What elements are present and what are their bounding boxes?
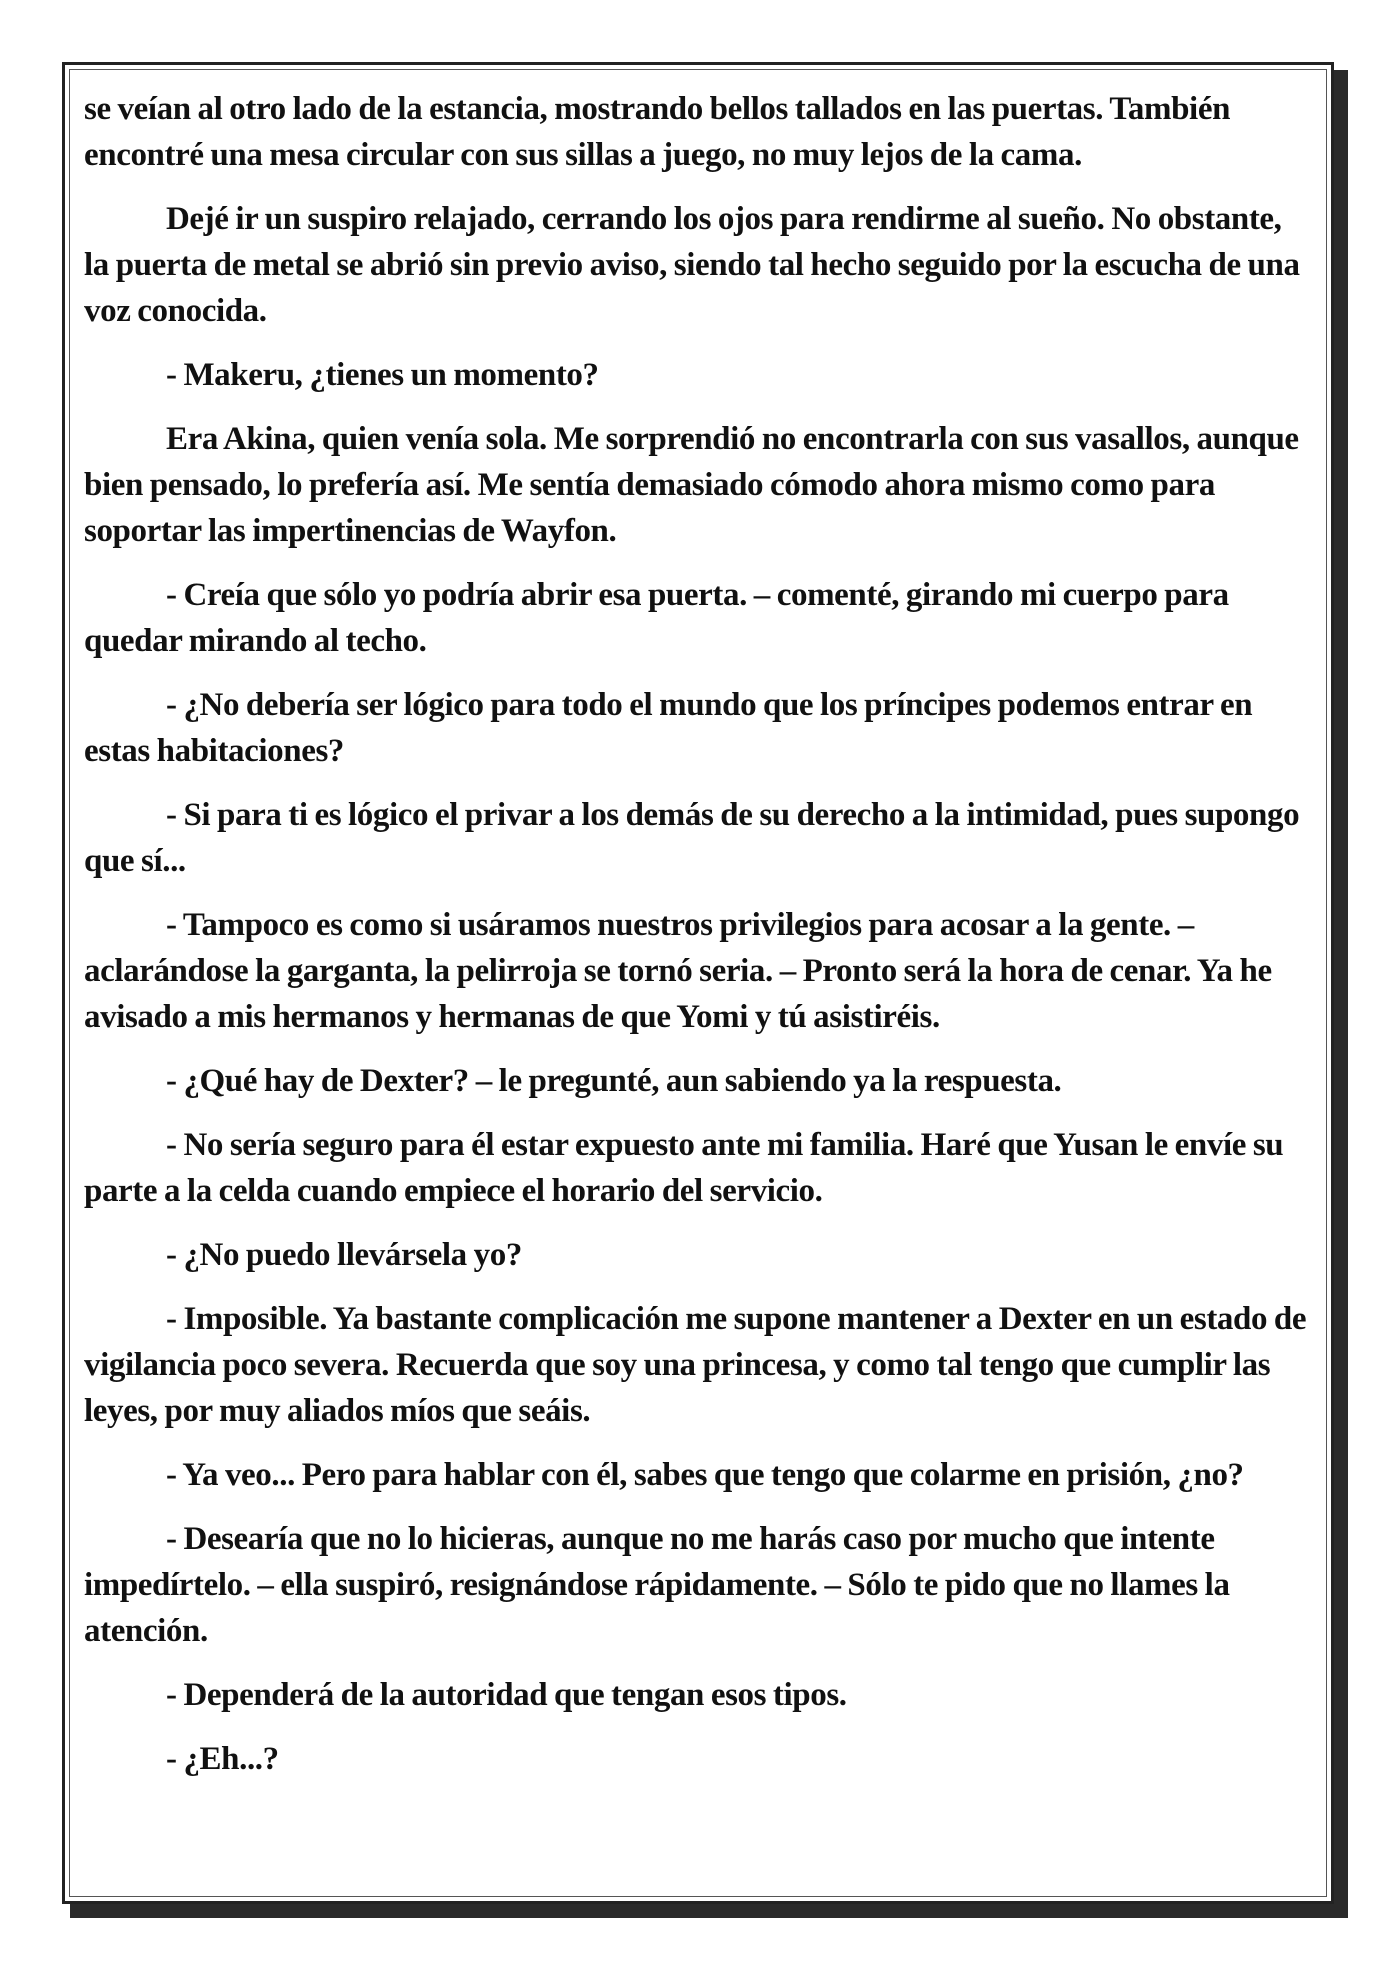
paragraph-2: Dejé ir un suspiro relajado, cerrando los ojos para rendirme al sueño. No obstante, la puerta de metal se abrió sin previo aviso, siendo tal hecho seguido por la escucha de una voz conocida. [84,201,1300,329]
paragraph-9: - ¿Qué hay de Dexter? – le pregunté, aun sabiendo ya la respuesta. [166,1063,1062,1099]
paragraph-4: Era Akina, quien venía sola. Me sorprendió no encontrarla con sus vasallos, aunque bien pensado, lo prefería así. Me sentía demasiado cómodo ahora mismo como para soportar las impertinencias de Wayfon. [84,421,1299,549]
paragraph-15: - Dependerá de la autoridad que tengan esos tipos. [166,1677,847,1713]
paragraph-5: - Creía que sólo yo podría abrir esa puerta. – comenté, girando mi cuerpo para quedar mirando al techo. [84,577,1229,659]
paragraph-11: - ¿No puedo llevársela yo? [166,1237,522,1273]
paragraph-6: - ¿No debería ser lógico para todo el mundo que los príncipes podemos entrar en estas habitaciones? [84,687,1253,769]
paragraph-8: - Tampoco es como si usáramos nuestros privilegios para acosar a la gente. – aclarándose la garganta, la pelirroja se tornó seria. – Pronto será la hora de cenar. Ya he avisado a mis hermanos y hermanas de que Yomi y tú asistiréis. [84,907,1272,1035]
paragraph-16: - ¿Eh...? [166,1741,279,1777]
document-body [84,86,1312,1800]
paragraph-3: - Makeru, ¿tienes un momento? [166,357,599,393]
paragraph-7: - Si para ti es lógico el privar a los demás de su derecho a la intimidad, pues supongo que sí... [84,797,1300,879]
paragraph-14: - Desearía que no lo hicieras, aunque no me harás caso por mucho que intente impedírtelo. – ella suspiró, resignándose rápidamente. – Sólo te pido que no llames la atención. [84,1521,1230,1649]
paragraph-12: - Imposible. Ya bastante complicación me supone mantener a Dexter en un estado de vigilancia poco severa. Recuerda que soy una princesa, y como tal tengo que cumplir las leyes, por muy aliados míos que seáis. [84,1301,1307,1429]
paragraph-10: - No sería seguro para él estar expuesto ante mi familia. Haré que Yusan le envíe su parte a la celda cuando empiece el horario del servicio. [84,1127,1284,1209]
paragraph-13: - Ya veo... Pero para hablar con él, sabes que tengo que colarme en prisión, ¿no? [166,1457,1244,1493]
paragraph-1: se veían al otro lado de la estancia, mostrando bellos tallados en las puertas. También encontré una mesa circular con sus sillas a juego, no muy lejos de la cama. [84,91,1231,173]
